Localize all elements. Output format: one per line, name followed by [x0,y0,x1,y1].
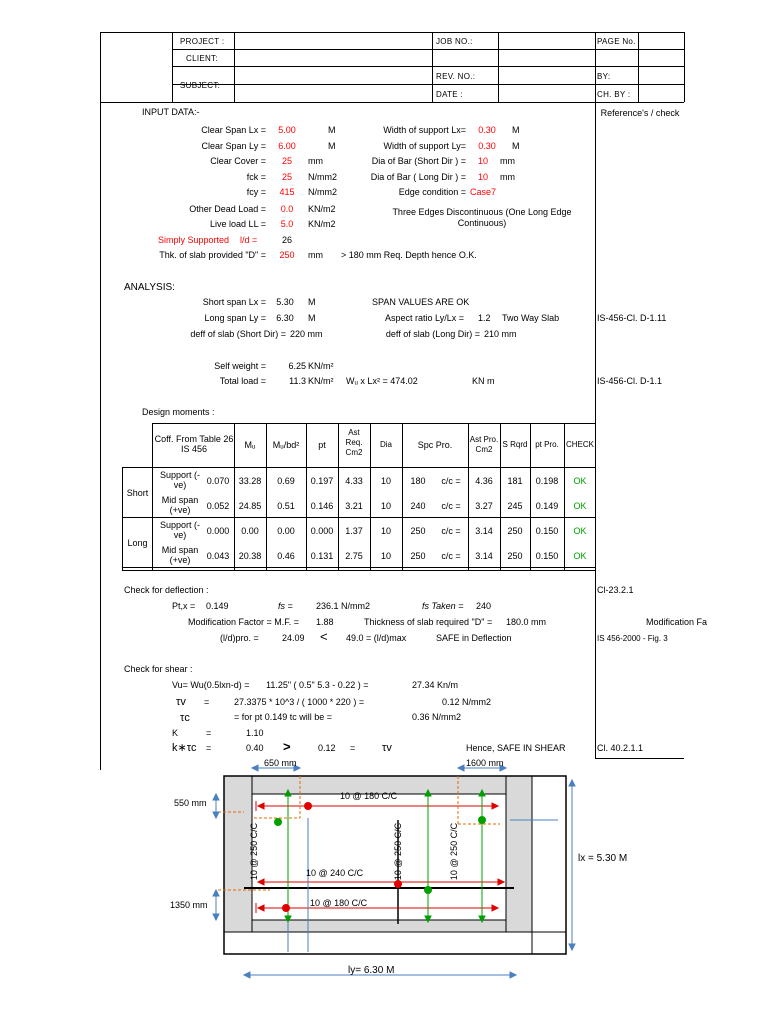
cell-coef: 0.043 [206,551,230,561]
bar-v2-label: 10 @ 250 C/C [393,822,404,881]
cover-value: 25 [281,156,292,166]
ss-label: Simply Supported [158,235,230,245]
cell-mu: 33.28 [238,476,262,486]
fs-value: 236.1 N/mm2 [316,601,371,611]
ld-pro-label: (l/d)pro. = [220,633,259,643]
slab-type: Two Way Slab [502,313,560,323]
wsly-label: Width of support Ly= [383,141,466,151]
date-label: DATE : [436,90,463,99]
dbs-label: Dia of Bar (Short Dir ) = [371,156,466,166]
col-ast-req: Ast Req. Cm2 [345,428,363,457]
thk-note: > 180 mm Req. Depth hence O.K. [341,250,477,260]
self-weight-unit: KN/m² [308,361,334,371]
cover-unit: mm [308,156,323,166]
tau-c-symbol: τc [180,712,190,724]
cell-astp: 3.27 [475,501,493,511]
odl-unit: KN/m2 [308,204,336,214]
cell-srq: 250 [507,526,523,536]
ld-value: 26 [281,235,292,245]
deflection-title: Check for deflection : [124,585,209,595]
cell-pt: 0.000 [310,526,334,536]
dim-1350: 1350 mm [170,900,208,910]
shear-title: Check for shear : [124,664,193,674]
cell-ptp: 0.150 [535,551,559,561]
lx-value: 5.00 [278,125,296,135]
cell-pt: 0.197 [310,476,334,486]
support-left [224,776,252,932]
cell-check: OK [573,526,587,536]
wslx-label: Width of support Lx= [383,125,466,135]
deff-long-value: 210 mm [484,329,517,339]
col-mu: Mᵤ [244,440,256,450]
ref-cl2321: Cl-23.2.1 [597,585,634,595]
ly-unit: M [328,141,336,151]
row-label: Mid span (+ve) [161,495,199,515]
cell-mu: 20.38 [238,551,262,561]
cell-mubd: 0.00 [277,526,295,536]
cell-check: OK [573,501,587,511]
ly-label: Clear Span Ly = [201,141,266,151]
self-weight-label: Self weight = [214,361,266,371]
cover-label: Clear Cover = [210,156,266,166]
tau-c-value: 0.36 N/mm2 [412,712,462,722]
vu-value: 27.34 Kn/m [412,680,459,690]
tau-c-expression: = for pt 0.149 tc will be = [234,712,333,722]
cell-astp: 3.14 [475,551,493,561]
mf-label: Modification Factor = M.F. = [188,617,300,627]
by-label: BY: [597,72,611,81]
row-label: Support (-ve) [159,470,201,490]
dim-550: 550 mm [174,798,207,808]
aspect-ratio-label: Aspect ratio Ly/Lx = [385,313,464,323]
thk-value: 250 [279,250,295,260]
edge-value: Case7 [470,187,497,197]
cell-mu: 24.85 [238,501,262,511]
deff-long-label: deff of slab (Long Dir) = [385,329,480,339]
total-load-value: 11.3 [289,376,306,386]
wsly-unit: M [512,141,520,151]
wslx-value: 0.30 [478,125,496,135]
cell-check: OK [573,476,587,486]
dbl-label: Dia of Bar ( Long Dir ) = [370,172,466,182]
cell-srq: 250 [507,551,523,561]
bar-bot-label: 10 @ 180 C/C [310,898,368,908]
k-eq: = [206,728,212,738]
thk-label: Thk. of slab provided "D" = [159,250,266,260]
cell-cc: c/c = [441,501,461,511]
col-spc-pro: Spc Pro. [417,440,453,450]
wsly-value: 0.30 [478,141,496,151]
deff-short-value: 220 mm [290,329,323,339]
col-check: CHECK [565,440,594,449]
thk-req-value: 180.0 mm [506,617,547,627]
col-dia: Dia [379,440,392,449]
lx-unit: M [328,125,336,135]
input-title: INPUT DATA:- [142,107,200,117]
aspect-ratio-value: 1.2 [478,313,491,323]
ly-dimension: ly= 6.30 M [348,965,395,976]
tau-v-symbol: τv [176,696,186,708]
col-pt: pt [318,440,326,450]
bar-mid-label: 10 @ 240 C/C [306,868,364,878]
wu-lx2-unit: KN m [472,376,495,386]
support-right [506,776,532,932]
dbl-unit: mm [500,172,515,182]
long-span-unit: M [308,313,316,323]
wslx-unit: M [512,125,520,135]
odl-value: 0.0 [280,204,294,214]
fcy-unit: N/mm2 [308,187,337,197]
cell-check: OK [573,551,587,561]
cell-coef: 0.052 [206,501,230,511]
analysis-title: ANALYSIS: [124,282,175,293]
span-ok: SPAN VALUES ARE OK [372,297,470,307]
fcy-value: 415 [279,187,295,197]
col-pt-pro: pt Pro. [535,440,559,449]
ll-label: Live load LL = [210,219,266,229]
ref-d111: IS-456-Cl. D-1.11 [597,313,667,323]
cell-astp: 4.36 [475,476,493,486]
page-no-label: PAGE No. [597,37,636,46]
cell-spc: 180 [410,476,426,486]
shear-result: Hence, SAFE IN SHEAR [466,743,566,753]
cell-ptp: 0.198 [535,476,559,486]
cell-pt: 0.131 [310,551,334,561]
cell-dia: 10 [380,501,391,511]
cell-coef: 0.070 [206,476,230,486]
cell-dia: 10 [380,551,391,561]
row-label: Mid span (+ve) [161,545,199,565]
cell-spc: 250 [410,551,426,561]
ptx-value: 0.149 [206,601,229,611]
thk-req-label: Thickness of slab required "D" = [364,617,493,627]
col-coff: Coff. From Table 26 IS 456 [154,434,234,454]
ld-max: 49.0 = (l/d)max [346,633,407,643]
ref-d11: IS-456-Cl. D-1.1 [597,376,663,386]
dbl-value: 10 [477,172,488,182]
cell-astp: 3.14 [475,526,493,536]
vu-expression: 11.25" ( 0.5" 5.3 - 0.22 ) = [266,680,369,690]
cell-cc: c/c = [441,551,461,561]
wu-lx2: Wᵤ x Lx² = 474.02 [346,376,418,386]
project-label: PROJECT : [180,37,225,46]
dim-650: 650 mm [264,758,297,768]
lx-dimension: lx = 5.30 M [578,853,628,864]
cell-spc: 250 [410,526,426,536]
fck-unit: N/mm2 [308,172,337,182]
cell-mubd: 0.46 [277,551,295,561]
tau-v-symbol-2: τv [382,742,392,754]
ld-pro-value: 24.09 [282,633,305,643]
cell-dia: 10 [380,476,391,486]
cell-cc: c/c = [441,526,461,536]
cell-spc: 240 [410,501,426,511]
subject-label: SUBJECT: [180,81,221,90]
self-weight-value: 6.25 [288,361,306,371]
bar-top-label: 10 @ 180 C/C [340,791,398,801]
mf-value: 1.88 [316,617,334,627]
tau-v-expression: 27.3375 * 10^3 / ( 1000 * 220 ) = [234,697,365,707]
rev-no-label: REV. NO.: [436,72,476,81]
cell-srq: 181 [507,476,523,486]
fck-value: 25 [281,172,292,182]
slab-panel [252,794,506,920]
ref-fig3: IS 456-2000 - Fig. 3 [597,634,668,643]
cell-srq: 245 [507,501,523,511]
cell-pt: 0.146 [310,501,334,511]
col-mubd: Mᵤ/bd² [272,440,300,450]
edge-label: Edge condition = [398,187,466,197]
col-ast-pro: Ast Pro. Cm2 [469,435,499,454]
ly-value: 6.00 [278,141,296,151]
k-label: K [172,728,179,738]
long-span-value: 6.30 [276,313,294,323]
short-span-value: 5.30 [276,297,294,307]
short-span-label: Short span Lx = [202,297,266,307]
cell-mubd: 0.69 [277,476,295,486]
group-long: Long [127,538,148,548]
fs-taken-value: 240 [476,601,492,611]
k-value: 1.10 [246,728,264,738]
cell-cc: c/c = [441,476,461,486]
lx-label: Clear Span Lx = [201,125,266,135]
total-load-label: Total load = [219,376,266,386]
moments-title: Design moments : [142,407,215,417]
k-tau-c-eq: = [206,743,212,753]
cell-ast: 1.37 [345,526,363,536]
ref-modification: Modification Fa [646,617,708,627]
bar-v3-label: 10 @ 250 C/C [449,822,460,881]
fs-label: fs = [278,601,293,611]
deff-short-label: deff of slab (Short Dir) = [190,329,286,339]
ptx-label: Pt,x = [172,601,196,611]
compare-eq: = [350,743,356,753]
cell-mubd: 0.51 [277,501,295,511]
tau-v-eq: = [204,697,210,707]
client-label: CLIENT: [186,54,218,63]
less-than: < [320,629,328,644]
fck-label: fck = [246,172,266,182]
greater-than: > [283,739,291,754]
fs-taken-label: fs Taken = [422,601,464,611]
deflection-result: SAFE in Deflection [436,633,512,643]
cell-ast: 3.21 [345,501,363,511]
ll-unit: KN/m2 [308,219,336,229]
ch-by-label: CH. BY : [597,90,631,99]
dbs-unit: mm [500,156,515,166]
long-span-label: Long span Ly = [204,313,266,323]
ld-label: l/d = [240,235,258,245]
odl-label: Other Dead Load = [189,204,266,214]
tau-v-compare: 0.12 [318,743,336,753]
thk-unit: mm [308,250,323,260]
k-tau-c-label: k∗τc [172,742,197,754]
cell-ast: 2.75 [345,551,363,561]
ref-cl40211: Cl. 40.2.1.1 [597,743,644,753]
ll-value: 5.0 [280,219,294,229]
job-no-label: JOB NO.: [436,37,473,46]
cell-dia: 10 [380,526,391,536]
tau-v-value: 0.12 N/mm2 [442,697,492,707]
total-load-unit: KN/m² [308,376,334,386]
cell-ast: 4.33 [345,476,363,486]
cell-mu: 0.00 [241,526,259,536]
bar-v1-label: 10 @ 250 C/C [249,822,260,881]
dim-1600: 1600 mm [466,758,504,768]
col-s-rqrd: S Rqrd [502,440,528,449]
row-label: Support (-ve) [159,520,201,540]
k-tau-c-value: 0.40 [246,743,264,753]
cell-ptp: 0.149 [535,501,559,511]
dbs-value: 10 [477,156,488,166]
reference-header: Reference's / check [600,108,680,118]
cell-ptp: 0.150 [535,526,559,536]
cell-coef: 0.000 [206,526,230,536]
vu-label: Vu= Wu(0.5lxn-d) = [172,680,250,690]
support-bottom [224,920,532,932]
edge-description: Three Edges Discontinuous (One Long Edge Continuous) [392,207,572,228]
fcy-label: fcy = [246,187,266,197]
group-short: Short [126,488,149,498]
short-span-unit: M [308,297,316,307]
